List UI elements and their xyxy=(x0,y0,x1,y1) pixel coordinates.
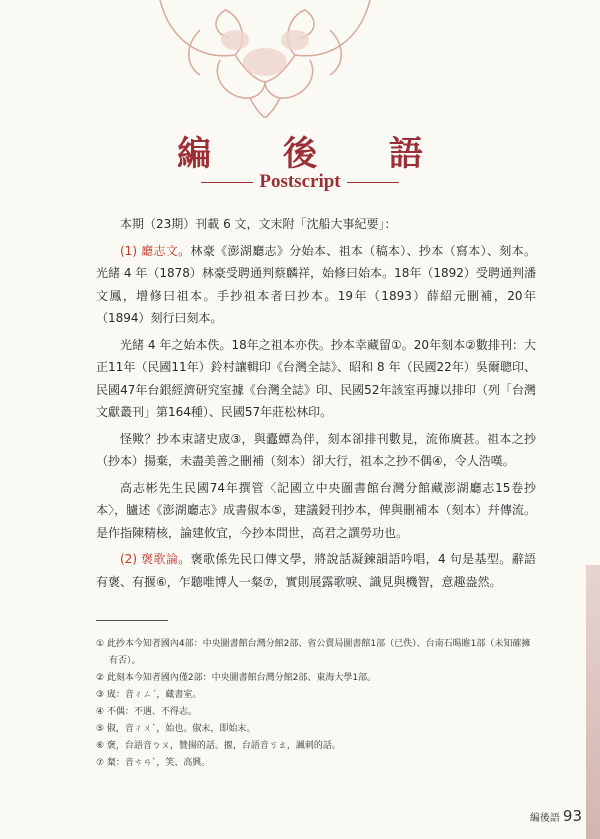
subtitle-rule-right xyxy=(347,182,399,184)
footnote-item: ② 此刻本今知者國內僅2部：中央圖書館台灣分館2部、東海大學1部。 xyxy=(96,673,377,683)
page-subtitle xyxy=(0,171,600,193)
section1-paragraph-1 xyxy=(96,240,536,330)
side-color-bar xyxy=(586,565,600,839)
section1-text-1: 。林豪《澎湖廳志》分始本、祖本（稿本）、抄本（寫本）、刻本。光緒 4 年（1878）林豪受聘通判蔡麟祥，始修曰始本。18年（1892）受聘通判潘文鳳，增修曰祖本。手抄祖本者曰抄本。19年（1893）薛紹元刪補，20年（1894）刻行曰刻本。 xyxy=(96,243,536,325)
footnote-item: ③ 宬：音ㄔㄥˊ，藏書室。 xyxy=(96,690,202,700)
subtitle-rule-left xyxy=(201,182,253,184)
section2-text-1: 。褒歌係先民口傳文學，將說話凝鍊韻語吟唱，4 句是基型。辭語有褒、有揠⑥，乍聽唯博人一粲⑦，實則展露歌唳、識見與機智，意趣盎然。 xyxy=(96,552,536,589)
floral-ornament xyxy=(140,0,390,118)
footnotes xyxy=(96,636,536,772)
section1-label: (1) 廳志文 xyxy=(120,243,179,258)
section2-paragraph-1 xyxy=(96,548,536,593)
footnote-item: ① 此抄本今知者國內4部：中央圖書館台灣分館2部、省公賣局圖書館1部（已佚）、台南石暘睢1部（未知確擁有否）。 xyxy=(96,639,531,666)
footnote-item: ⑦ 粲：音ㄘㄢˋ，笑、高興。 xyxy=(96,758,211,768)
footer-section-name: 編後語 xyxy=(529,813,560,824)
page-title: 編 後 語 xyxy=(177,134,453,174)
section1-paragraph-2: 光緒 4 年之始本佚。18年之祖本亦佚。抄本幸藏留①。20年刻本②數排刊：大正11年（民國11年）鈴村讓輯印《台灣全誌》、昭和 8 年（民國22年）吳爾聰印、民國47年台銀經濟研究室據《台灣全誌》印、民國52年該室再據以排印（列「台灣文獻叢刊」第164種）、民國57年莊松林印。 xyxy=(96,337,536,419)
footnote-item: ⑥ 褒，台語音ㄅㄡ，贊揚的話。揠，台語音ㄎㄠ，諷刺的話。 xyxy=(96,741,341,751)
section2-label: (2) 褒歌論 xyxy=(120,552,179,566)
page-footer xyxy=(530,807,582,825)
subtitle-text: Postscript xyxy=(259,171,341,192)
article-body xyxy=(96,213,536,597)
footnote-item: ④ 不偶：不遇、不得志。 xyxy=(96,707,197,717)
footnote-separator xyxy=(96,620,168,621)
footnote-item: ⑤ 俶，音ㄔㄨˋ，始也。俶末，即始末。 xyxy=(96,724,256,734)
section1-paragraph-3: 怪歟？抄本束諸史宬③，與蠹蟫為伴，刻本卻排刊數見，流佈廣甚。祖本之抄（抄本）揚棄，未盡美善之刪補（刻本）卻大行，祖本之抄不偶④，令人浩嘆。 xyxy=(96,431,536,468)
page-number: 93 xyxy=(562,807,582,825)
section1-paragraph-4: 高志彬先生民國74年撰管〈記國立中央圖書館台灣分館藏澎湖廳志15卷抄本〉，臚述《澎湖廳志》成書俶本⑤，建議鋟刊抄本，俾與刪補本（刻本）幷傳流。是作指陳精核，論建攸宜，今抄本問世，高君之譔勞功也。 xyxy=(96,480,536,540)
intro-paragraph: 本期（23期）刊載 6 文，文末附「沈船大事紀要」： xyxy=(120,217,397,231)
